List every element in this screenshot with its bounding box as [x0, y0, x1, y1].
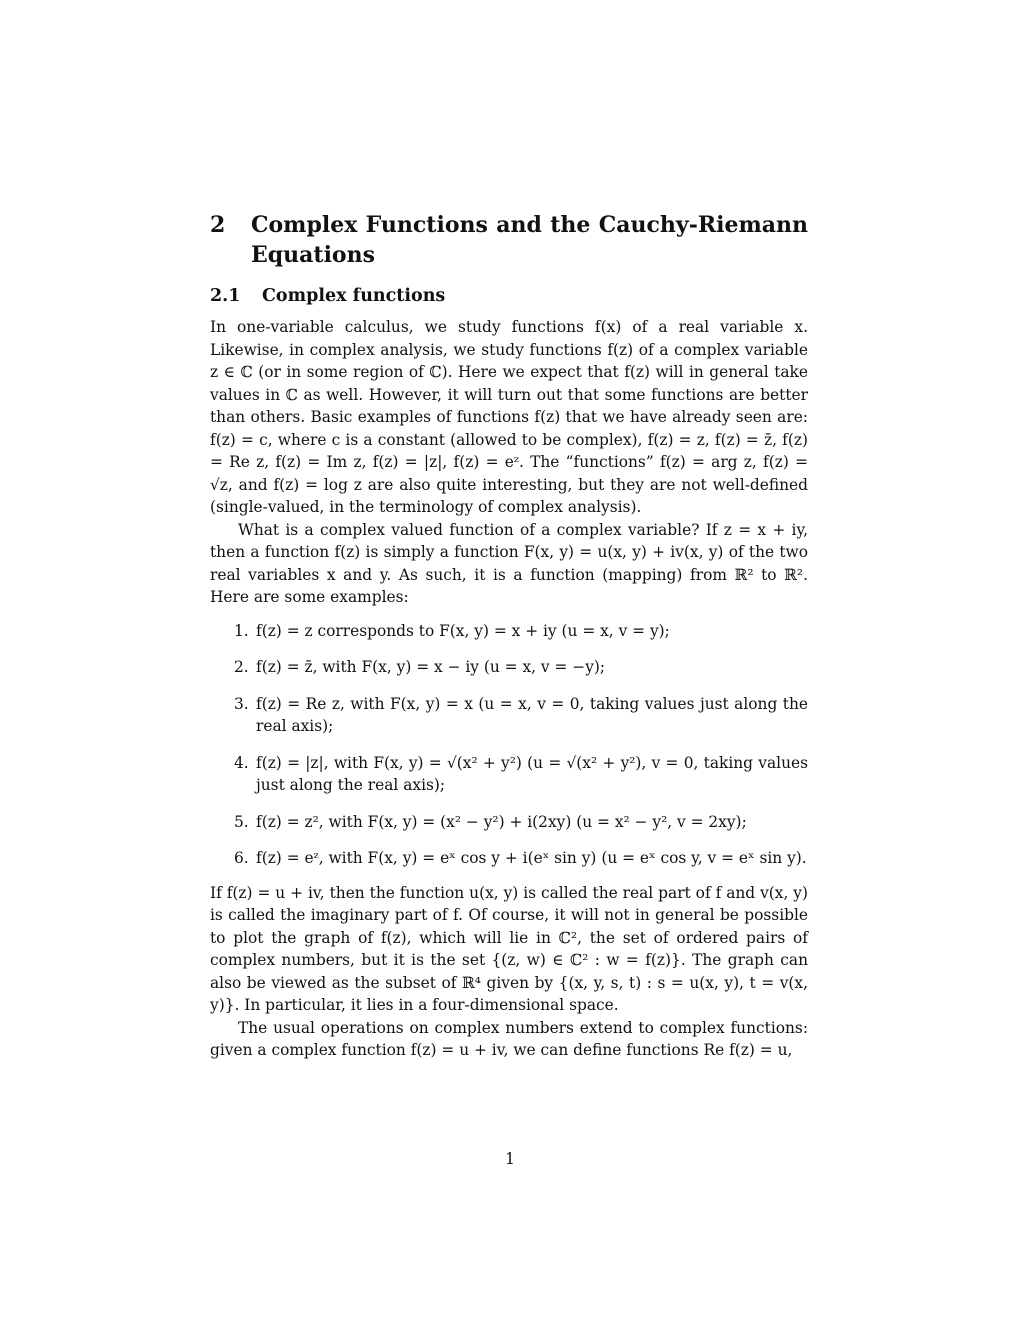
examples-list — [210, 620, 808, 870]
list-item — [210, 811, 808, 834]
subsection-title: Complex functions — [262, 286, 446, 306]
section-title: Complex Functions and the Cauchy-Riemann Equations — [251, 212, 808, 268]
page-number: 1 — [505, 1150, 515, 1168]
list-item-text: f(z) = eᶻ, with F(x, y) = eˣ cos y + i(eˣ sin y) (u = eˣ cos y, v = eˣ sin y). — [256, 849, 807, 867]
list-item-marker: 3. — [234, 694, 249, 713]
list-item — [210, 752, 808, 797]
list-item-text: f(z) = z corresponds to F(x, y) = x + iy (u = x, v = y); — [256, 621, 670, 640]
section-number: 2 — [210, 212, 226, 238]
list-item-marker: 4. — [234, 753, 249, 772]
list-item-text: f(z) = z̄, with F(x, y) = x − iy (u = x, v = −y); — [256, 658, 606, 676]
list-item-text: f(z) = z², with F(x, y) = (x² − y²) + i(2xy) (u = x² − y², v = 2xy); — [256, 812, 747, 831]
list-item-text: f(z) = Re z, with F(x, y) = x (u = x, v = 0, taking values just along the real axis); — [256, 694, 808, 735]
list-item-text: f(z) = |z|, with F(x, y) = √(x² + y²) (u = √(x² + y²), v = 0, taking values just along the real axis); — [256, 753, 808, 794]
list-item — [210, 847, 808, 870]
paragraph-real-imaginary-parts: If f(z) = u + iv, then the function u(x, y) is called the real part of f and v(x, y) is called the imaginary part of f. Of course, it will not in general be possible to plot the graph of f(z), which will lie in ℂ², the set of ordered pairs of complex numbers, but it is the set {(z, w) ∈ ℂ² : w = f(z)}. The graph can also be viewed as the subset of ℝ⁴ given by {(x, y, s, t) : s = u(x, y), t = v(x, y)}. In particular, it lies in a four-dimensional space. — [210, 883, 808, 1014]
subsection-heading — [210, 284, 808, 308]
list-item — [210, 693, 808, 738]
subsection-number: 2.1 — [210, 286, 241, 306]
section-heading — [210, 210, 808, 270]
list-item-marker: 2. — [234, 658, 249, 676]
paragraph-operations: The usual operations on complex numbers extend to complex functions: given a complex function f(z) = u + iv, we can define functions Re f(z) = u, — [210, 1018, 808, 1059]
list-item — [210, 656, 808, 679]
list-item-marker: 5. — [234, 812, 249, 831]
list-item-marker: 1. — [234, 621, 249, 640]
list-item-marker: 6. — [234, 849, 249, 867]
paragraph-intro: In one-variable calculus, we study functions f(x) of a real variable x. Likewise, in complex analysis, we study functions f(z) of a complex variable z ∈ ℂ (or in some region of ℂ). Here we expect that f(z) will in general take values in ℂ as well. However, it will turn out that some functions are better than others. Basic examples of functions f(z) that we have already seen are: f(z) = c, where c is a constant (allowed to be complex), f(z) = z, f(z) = z̄, f(z) = Re z, f(z) = Im z, f(z) = |z|, f(z) = eᶻ. The “functions” f(z) = arg z, f(z) = √z, and f(z) = log z are also quite interesting, but they are not well-defined (single-valued, in the terminology of complex analysis). — [210, 318, 808, 516]
page-body — [210, 210, 808, 1062]
paragraph-definition: What is a complex valued function of a complex variable? If z = x + iy, then a function f(z) is simply a function F(x, y) = u(x, y) + iv(x, y) of the two real variables x and y. As such, it is a function (mapping) from ℝ² to ℝ². Here are some examples: — [210, 520, 808, 606]
list-item — [210, 620, 808, 643]
